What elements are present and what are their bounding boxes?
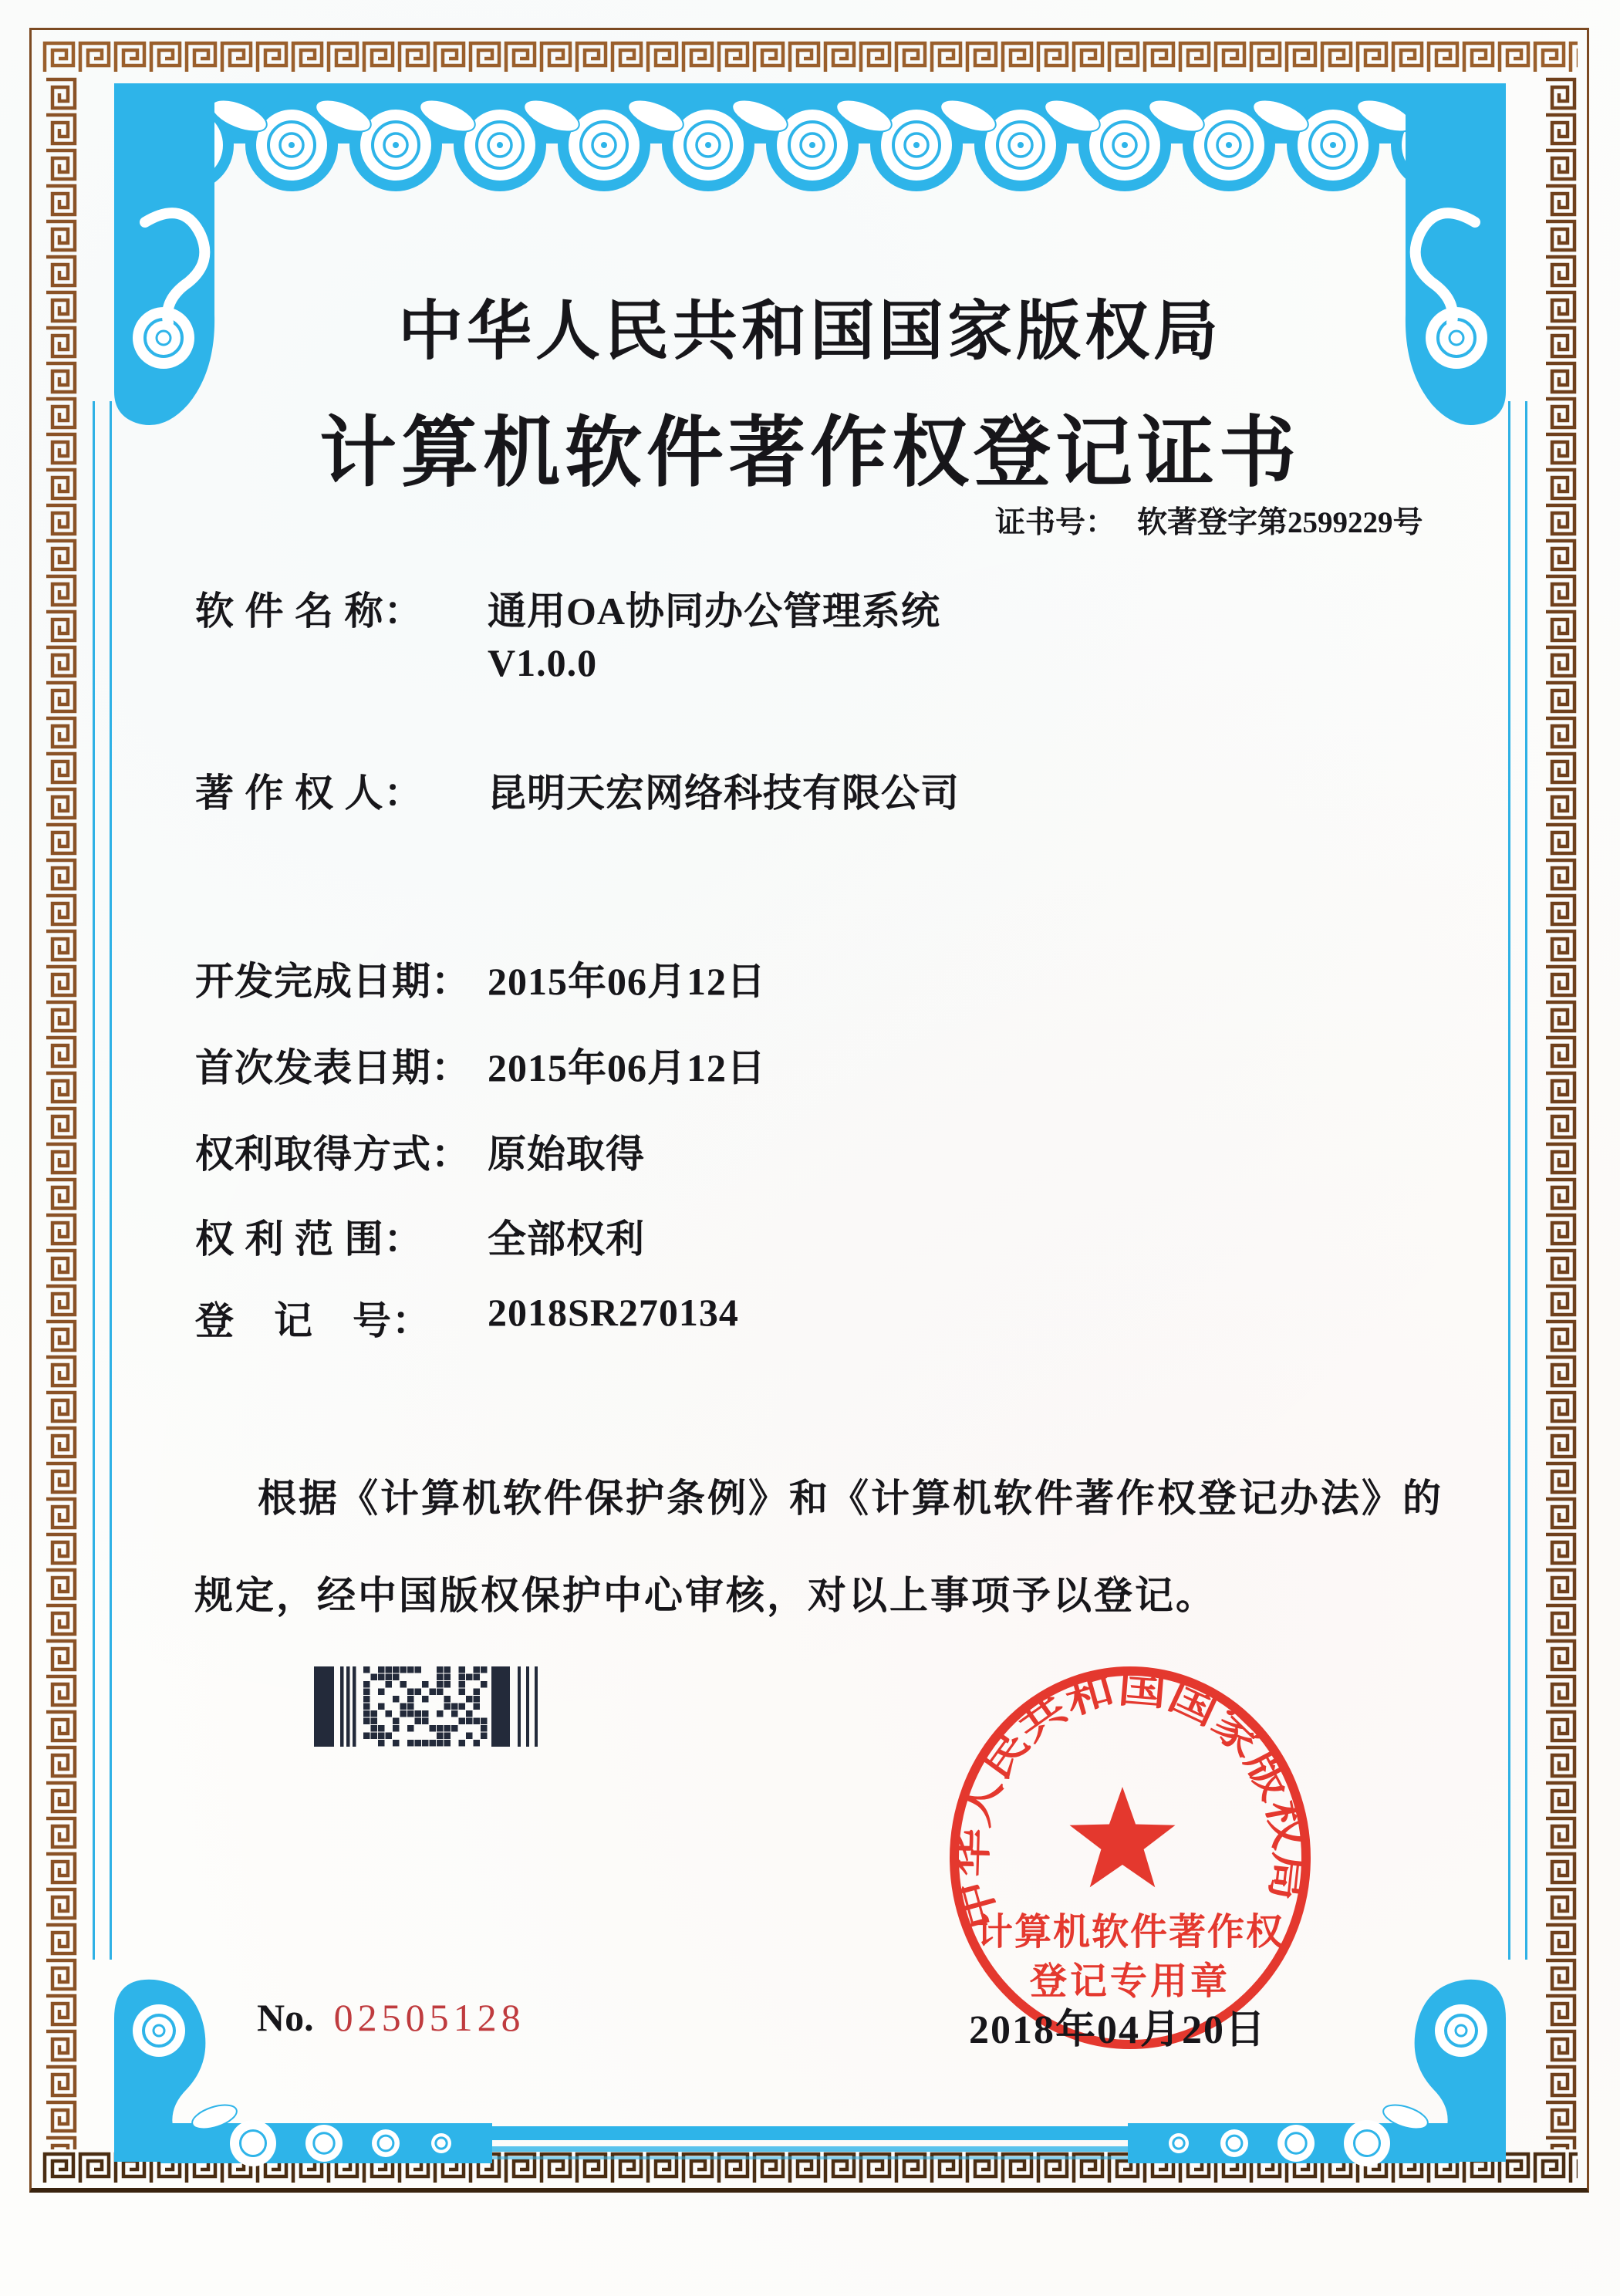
greek-key-border-top [42, 40, 1578, 76]
field-value-dev-complete-date: 2015年06月12日 [488, 960, 766, 1003]
field-label-copyright-owner: 著 作 权 人： [195, 772, 424, 815]
stamp-text-line2: 登记专用章 [1029, 1961, 1231, 2002]
authority-title: 中华人民共和国国家版权局 [397, 296, 1222, 368]
field-value-rights-scope: 全部权利 [488, 1217, 645, 1261]
blue-inner-line-right-outer [1525, 401, 1527, 1960]
serial-number-line [257, 1995, 525, 2040]
serial-number: 02505128 [333, 1996, 525, 2039]
greek-key-border-left [42, 77, 78, 2149]
field-label-dev-complete-date: 开发完成日期： [195, 960, 471, 1003]
blue-inner-line-left-outer [93, 401, 95, 1960]
red-star-icon [1070, 1787, 1176, 1887]
barcode [312, 1663, 552, 1750]
greek-key-border-right [1542, 77, 1578, 2149]
blue-inner-line-left-inner [110, 401, 112, 1960]
stamp-arc-text: 中华人民共和国国家版权局 [950, 1666, 1311, 1933]
field-value-registration-no: 2018SR270134 [488, 1291, 739, 1334]
field-value-software-version: V1.0.0 [488, 641, 598, 684]
field-label-acquire-method: 权利取得方式： [195, 1133, 471, 1176]
stamp-text-line1: 计算机软件著作权 [975, 1912, 1285, 1953]
field-label-first-publish-date: 首次发表日期： [195, 1046, 471, 1089]
certificate-title: 计算机软件著作权登记证书 [319, 410, 1301, 496]
issue-date: 2018年04月20日 [969, 2008, 1267, 2052]
serial-label: No. [257, 1996, 314, 2039]
certificate-number-line [995, 498, 1423, 542]
field-value-copyright-owner: 昆明天宏网络科技有限公司 [488, 772, 960, 815]
blue-inner-line-right-inner [1508, 401, 1510, 1960]
field-value-first-publish-date: 2015年06月12日 [488, 1046, 766, 1089]
statement-line-2: 规定，经中国版权保护中心审核，对以上事项予以登记。 [194, 1574, 1217, 1617]
statement-line-1: 根据《计算机软件保护条例》和《计算机软件著作权登记办法》的 [258, 1477, 1443, 1520]
field-label-software-name: 软 件 名 称： [195, 589, 424, 633]
field-label-registration-no: 登 记 号： [195, 1299, 431, 1342]
certificate-number-label: 证书号： [995, 506, 1116, 539]
certificate-number-value: 软著登字第2599229号 [1137, 506, 1423, 539]
field-value-acquire-method: 原始取得 [488, 1133, 645, 1176]
field-label-rights-scope: 权 利 范 围： [195, 1217, 424, 1261]
field-value-software-name: 通用OA协同办公管理系统 [488, 589, 940, 633]
